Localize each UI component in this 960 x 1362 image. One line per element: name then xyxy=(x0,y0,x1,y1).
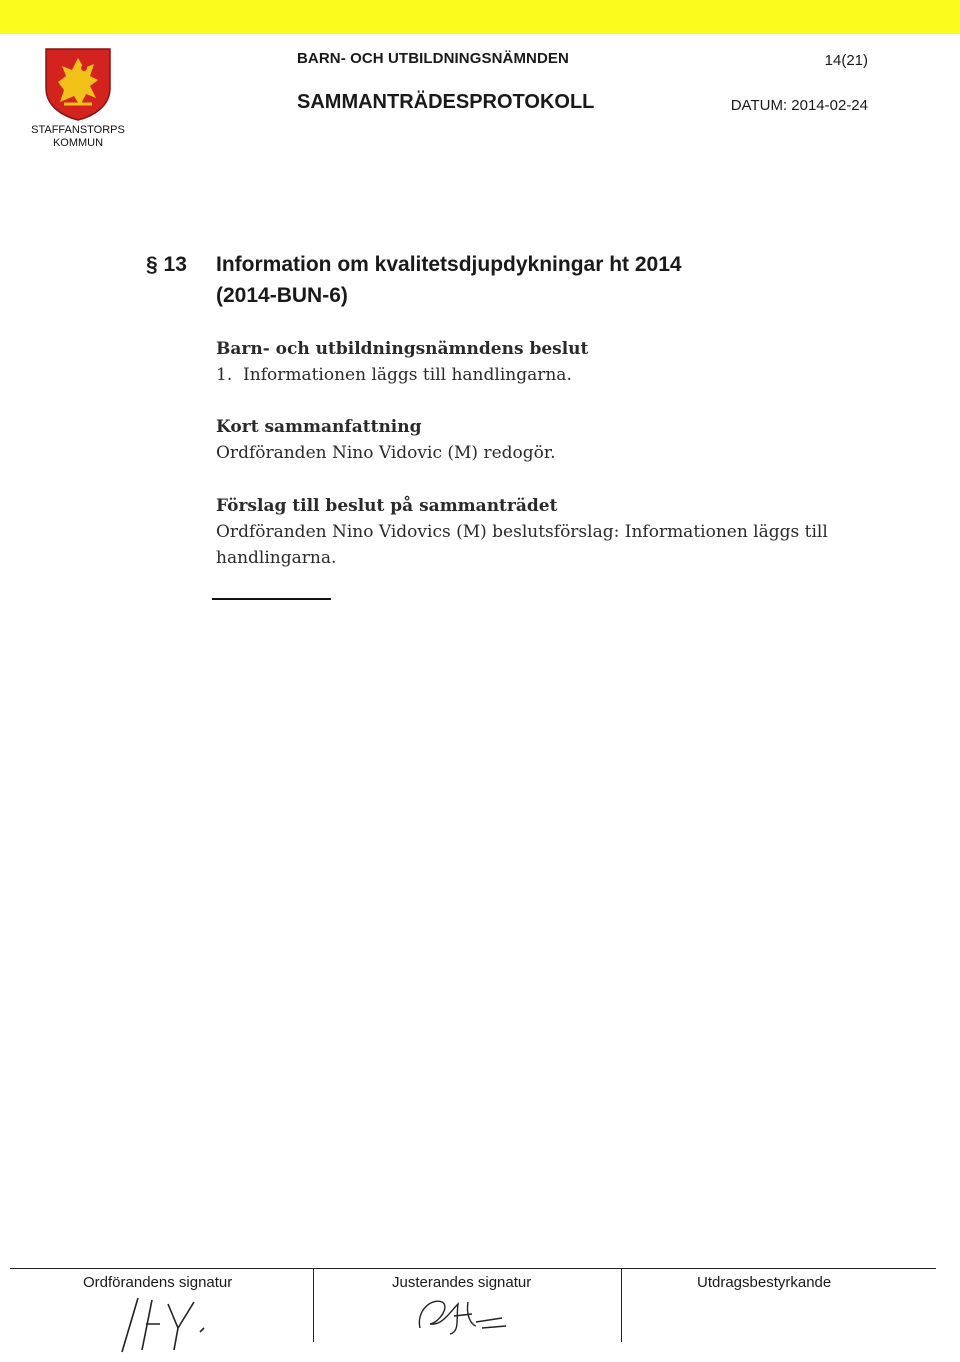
proposal-heading: Förslag till beslut på sammanträdet xyxy=(216,496,558,516)
section-title: Information om kvalitetsdjupdykningar ht 2014 xyxy=(216,253,682,276)
signature-divider xyxy=(313,1268,314,1342)
section-end-rule xyxy=(212,598,331,600)
proposal-text-line2: handlingarna. xyxy=(216,548,337,568)
paragraph-number: § 13 xyxy=(146,253,187,276)
decision-heading: Barn- och utbildningsnämndens beslut xyxy=(216,339,589,359)
section-heading xyxy=(146,249,786,311)
coat-of-arms-icon xyxy=(40,46,116,122)
summary-text: Ordföranden Nino Vidovic (M) redogör. xyxy=(216,443,556,463)
decision-item: 1. Informationen läggs till handlingarna. xyxy=(216,365,572,385)
section-case-number: (2014-BUN-6) xyxy=(216,284,348,307)
page-number: 14(21) xyxy=(824,52,868,69)
top-color-bar xyxy=(0,0,960,34)
municipality-name: STAFFANSTORPS KOMMUN xyxy=(31,124,125,149)
summary-block xyxy=(216,414,896,466)
chair-signature-label: Ordförandens signatur xyxy=(83,1274,233,1291)
proposal-block xyxy=(216,493,896,571)
proposal-text-line1: Ordföranden Nino Vidovics (M) beslutsförslag: Informationen läggs till xyxy=(216,522,828,542)
meeting-date: DATUM: 2014-02-24 xyxy=(730,97,868,114)
extract-certification-label: Utdragsbestyrkande xyxy=(697,1274,832,1291)
adjuster-signature-label: Justerandes signatur xyxy=(392,1274,532,1291)
signature-line xyxy=(10,1268,936,1269)
summary-heading: Kort sammanfattning xyxy=(216,417,422,437)
committee-name: BARN- OCH UTBILDNINGSNÄMNDEN xyxy=(297,50,569,67)
chair-signature-scribble xyxy=(108,1290,248,1356)
adjuster-signature-scribble xyxy=(410,1292,520,1338)
decision-block xyxy=(216,336,896,388)
document-type: SAMMANTRÄDESPROTOKOLL xyxy=(297,91,595,113)
signature-divider xyxy=(621,1268,622,1342)
